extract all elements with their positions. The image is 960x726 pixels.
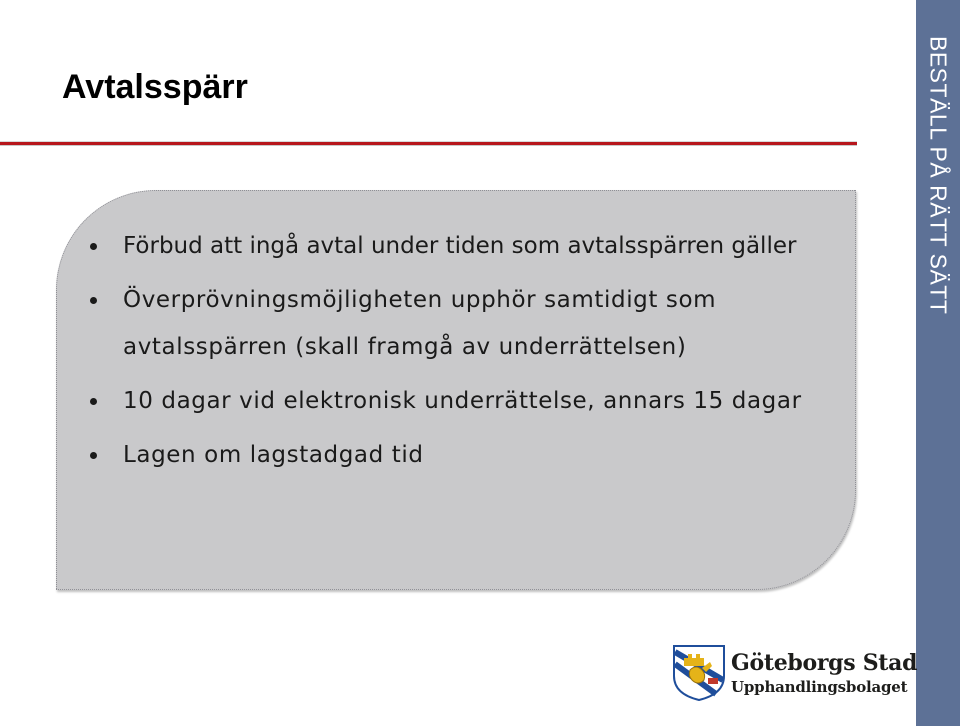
sidebar-label: BESTÄLL PÅ RÄTT SÄTT [925, 36, 952, 315]
bullet-text: Förbud att ingå avtal under tiden som avtalsspärren gäller [123, 233, 797, 259]
bullet-item [90, 378, 810, 425]
sidebar-banner [916, 0, 960, 726]
bullet-item [90, 432, 810, 479]
bullet-text: Lagen om lagstadgad tid [123, 442, 424, 468]
bullet-list [90, 223, 810, 486]
bullet-dot-icon [90, 398, 97, 405]
bullet-item [90, 277, 810, 371]
slide-title: Avtalsspärr [62, 68, 248, 106]
title-divider [0, 141, 857, 146]
bullet-dot-icon [90, 243, 97, 250]
logo-subtitle: Upphandlingsbolaget [731, 678, 908, 696]
bullet-text: Överprövningsmöjligheten upphör samtidigt som avtalsspärren (skall framgå av underrättelsen) [123, 287, 717, 360]
coat-of-arms-icon [672, 644, 726, 702]
bullet-text: 10 dagar vid elektronisk underrättelse, annars 15 dagar [123, 388, 802, 414]
bullet-dot-icon [90, 297, 97, 304]
organization-logo [672, 644, 918, 704]
bullet-dot-icon [90, 452, 97, 459]
bullet-item [90, 223, 810, 270]
logo-name: Göteborgs Stad [731, 650, 918, 676]
